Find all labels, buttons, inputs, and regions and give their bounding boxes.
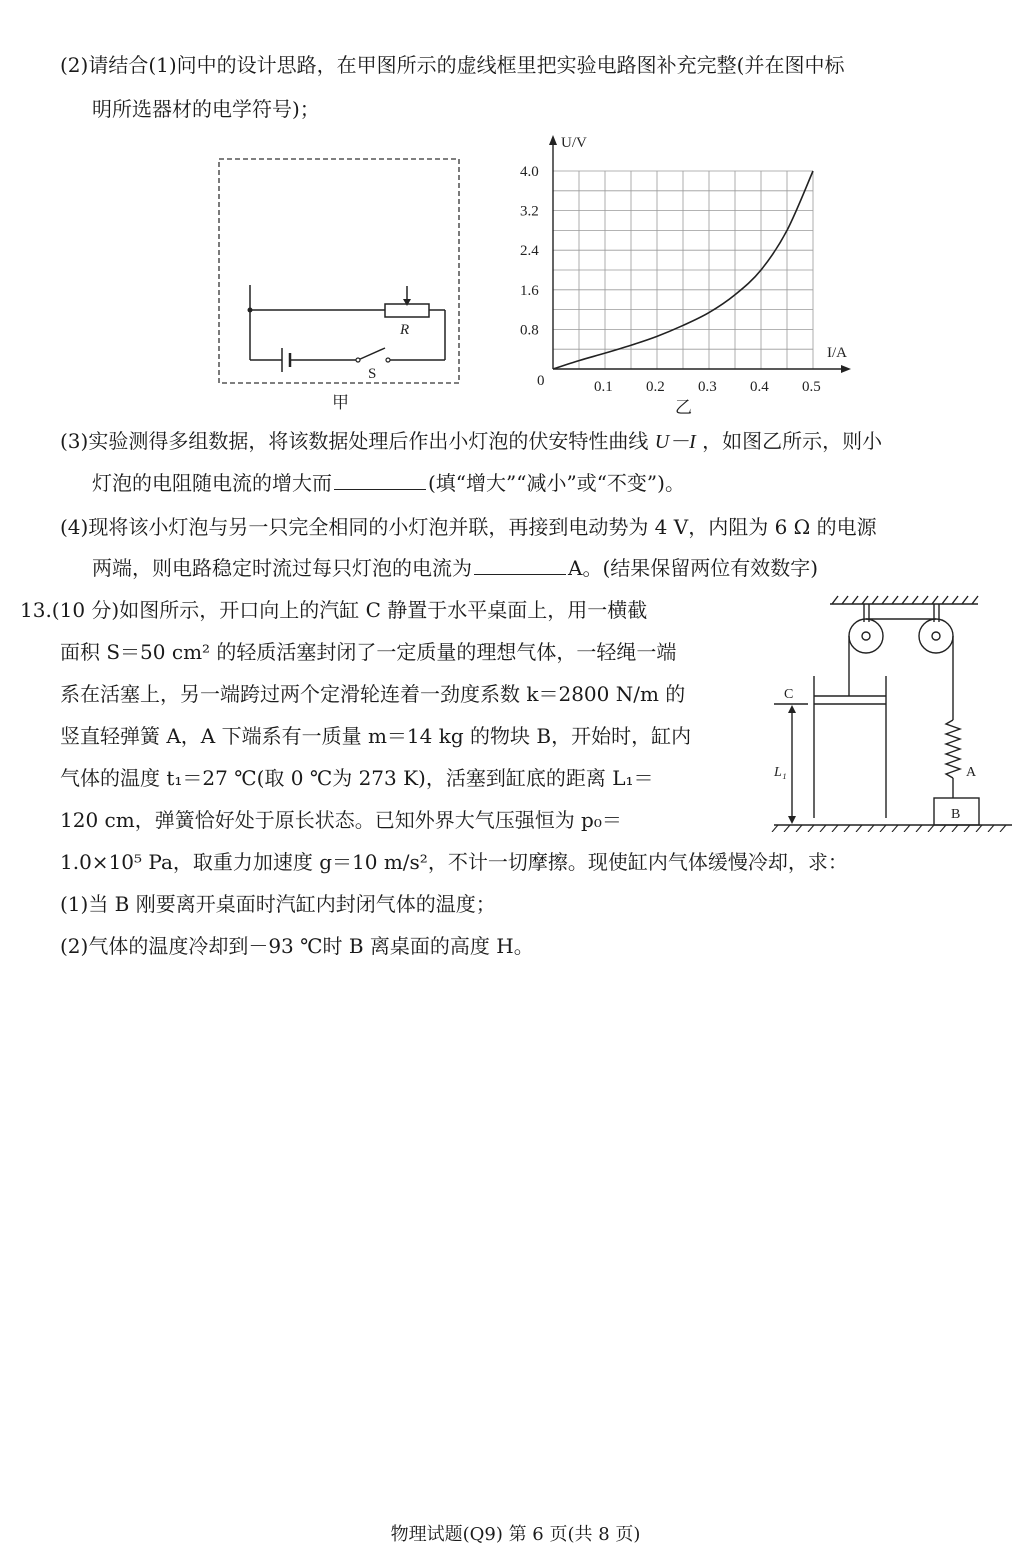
x-tick-label: 0.2 <box>646 379 665 395</box>
dimension-arrow-up-icon <box>788 705 796 713</box>
circuit-figure-jia <box>210 150 470 420</box>
dimension-arrow-down-icon <box>788 816 796 824</box>
q12-part4-text-b: A。(结果保留两位有效数字) <box>568 556 819 580</box>
switch-label: S <box>368 366 377 382</box>
rheostat-label: R <box>400 322 410 338</box>
switch-lever <box>358 348 385 360</box>
ui-chart-yi <box>505 132 875 422</box>
y-tick-label: 2.4 <box>520 243 539 260</box>
q12-part4-line2 <box>92 553 818 583</box>
q12-part3-text-a: (3)实验测得多组数据，将该数据处理后作出小灯泡的伏安特性曲线 <box>60 429 649 453</box>
q12-part2-line2: 明所选器材的电学符号)； <box>92 97 320 121</box>
y-tick-label: 1.6 <box>520 282 539 299</box>
figure-caption-yi: 乙 <box>675 398 692 417</box>
x-tick-label: 0.3 <box>698 379 717 395</box>
label-a: A <box>966 765 977 780</box>
y-tick-label: 0.8 <box>520 322 539 339</box>
q13-line5: 气体的温度 t₁＝27 ℃(取 0 ℃为 273 K)，活塞到缸底的距离 L₁＝ <box>60 766 654 790</box>
q12-part2-line1: (2)请结合(1)问中的设计思路，在甲图所示的虚线框里把实验电路图补充完整(并在图中标 <box>60 53 845 77</box>
y-tick-label: 4.0 <box>520 164 539 180</box>
slider-arrow-icon <box>403 299 411 306</box>
y-tick-label: 3.2 <box>520 203 539 220</box>
dashed-box <box>219 159 459 383</box>
q12-part4-line1: (4)现将该小灯泡与另一只完全相同的小灯泡并联，再接到电动势为 4 V，内阻为 6 Ω 的电源 <box>60 515 877 539</box>
origin-label: 0 <box>537 373 545 389</box>
q13-line6: 120 cm，弹簧恰好处于原长状态。已知外界大气压强恒为 p₀＝ <box>60 808 622 832</box>
x-tick-label: 0.1 <box>594 379 613 395</box>
q12-part3-variable: U－I <box>654 431 696 453</box>
y-axis-label: U/V <box>561 135 587 151</box>
q13-line4: 竖直轻弹簧 A，A 下端系有一质量 m＝14 kg 的物块 B，开始时，缸内 <box>60 724 692 748</box>
x-axis-label: I/A <box>827 345 847 361</box>
label-l1: L₁ <box>774 765 787 780</box>
junction-dot <box>248 308 253 313</box>
table-hatch <box>772 825 1006 832</box>
ceiling-hatch <box>832 596 978 604</box>
y-axis-arrow-icon <box>549 135 557 145</box>
x-tick-label: 0.5 <box>802 379 821 395</box>
cylinder-pulley-figure <box>770 592 1015 832</box>
answer-blank-part3[interactable] <box>334 469 426 490</box>
q12-part3-text-d: (填“增大”“减小”或“不变”)。 <box>428 471 685 495</box>
figure-caption-jia: 甲 <box>332 393 349 412</box>
q13-line3: 系在活塞上，另一端跨过两个定滑轮连着一劲度系数 k＝2800 N/m 的 <box>60 682 686 706</box>
chart-grid <box>553 171 813 369</box>
answer-blank-part4[interactable] <box>474 554 566 575</box>
q13-line1: 13.(10 分)如图所示，开口向上的汽缸 C 静置于水平桌面上，用一横截 <box>20 598 648 622</box>
q12-part4-text-a: 两端，则电路稳定时流过每只灯泡的电流为 <box>92 556 472 580</box>
page-footer: 物理试题(Q9) 第 6 页(共 8 页) <box>390 1524 641 1545</box>
q13-line2: 面积 S＝50 cm² 的轻质活塞封闭了一定质量的理想气体，一轻绳一端 <box>60 640 677 664</box>
q12-part3-line1 <box>60 426 882 457</box>
q13-line7: 1.0×10⁵ Pa，取重力加速度 g＝10 m/s²，不计一切摩擦。现使缸内气体缓慢冷却，求： <box>60 850 848 874</box>
q12-part3-text-b: ，如图乙所示，则小 <box>702 429 883 453</box>
q12-part3-text-c: 灯泡的电阻随电流的增大而 <box>92 471 332 495</box>
label-b: B <box>951 807 961 822</box>
pulley-left <box>849 619 883 653</box>
pulley-right <box>919 619 953 653</box>
label-c: C <box>784 687 794 702</box>
x-axis-arrow-icon <box>841 365 851 373</box>
spring-a <box>946 720 960 778</box>
x-tick-label: 0.4 <box>750 379 769 395</box>
q13-sub1: (1)当 B 刚要离开桌面时汽缸内封闭气体的温度； <box>60 892 496 916</box>
q13-sub2: (2)气体的温度冷却到－93 ℃时 B 离桌面的高度 H。 <box>60 934 534 958</box>
q12-part3-line2 <box>92 468 685 498</box>
